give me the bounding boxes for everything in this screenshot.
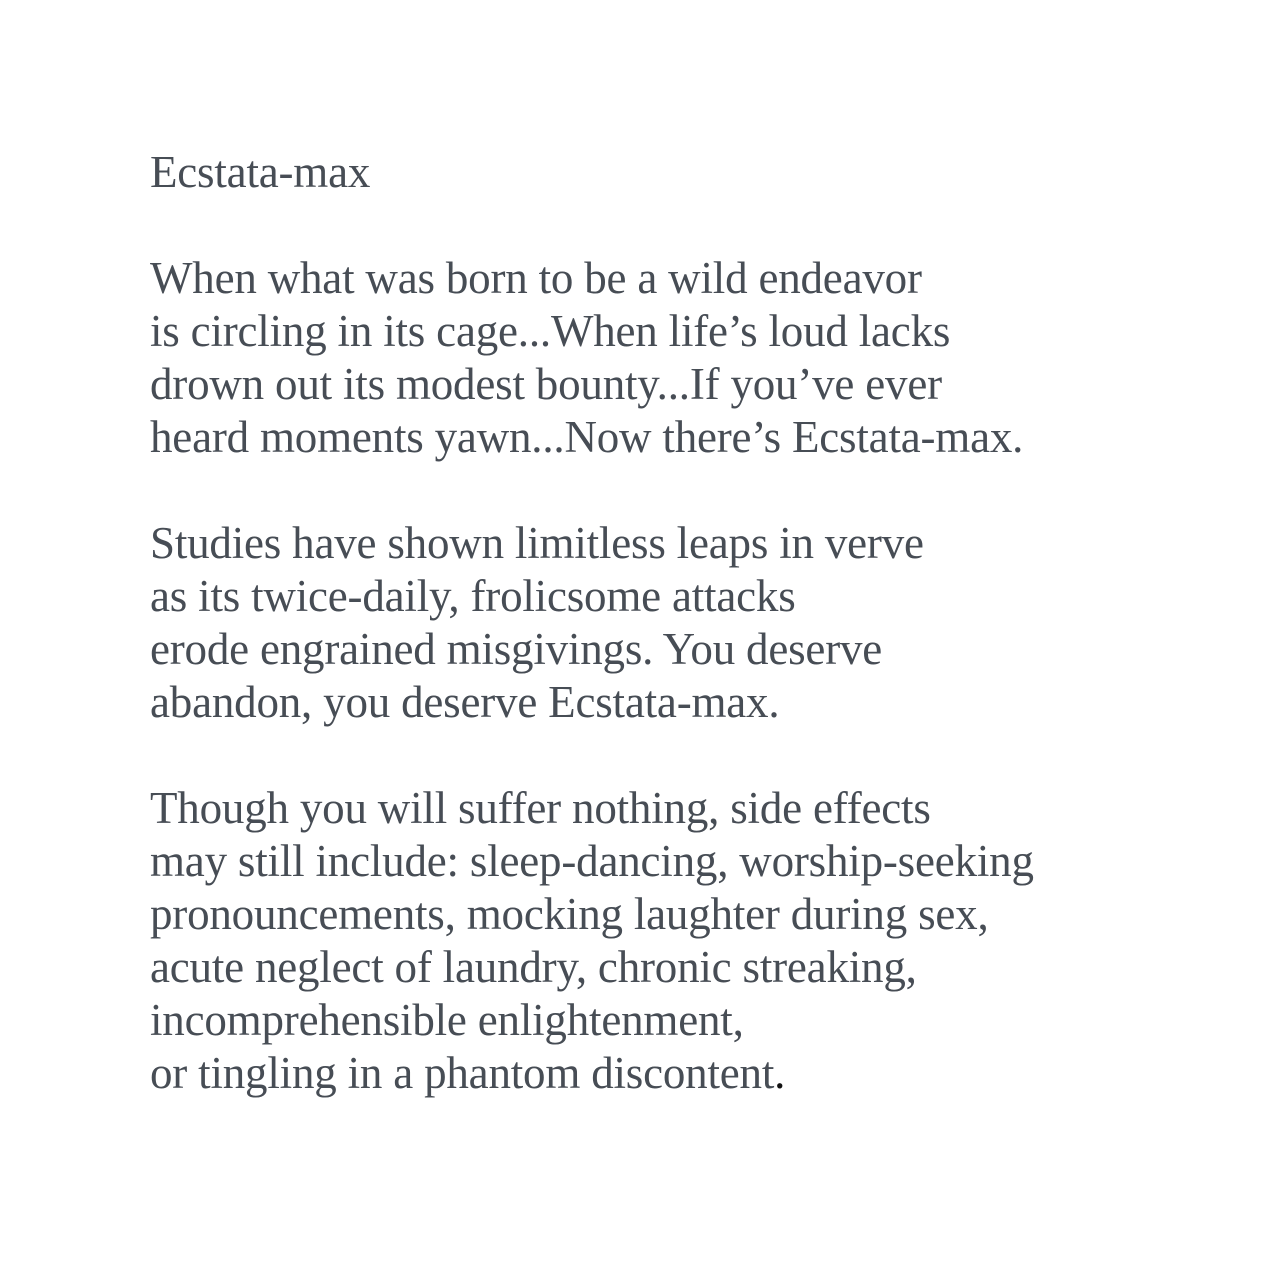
poem-line: drown out its modest bounty...If you’ve ever: [150, 359, 942, 409]
poem-line: Studies have shown limitless leaps in verve: [150, 518, 924, 568]
poem-line: Though you will suffer nothing, side effects: [150, 783, 931, 833]
stanza-2: [150, 517, 1230, 729]
poem-line-text: or tingling in a phantom discontent: [150, 1048, 775, 1098]
poem-line: When what was born to be a wild endeavor: [150, 253, 922, 303]
poem-line: heard moments yawn...Now there’s Ecstata-max.: [150, 412, 1024, 462]
poem-line: incomprehensible enlightenment,: [150, 995, 744, 1045]
poem-line: abandon, you deserve Ecstata-max.: [150, 677, 780, 727]
poem: [150, 146, 1230, 1153]
poem-title: Ecstata-max: [150, 147, 371, 197]
poem-line: erode engrained misgivings. You deserve: [150, 624, 883, 674]
poem-line: may still include: sleep-dancing, worship-seeking: [150, 836, 1034, 886]
final-period: .: [774, 1048, 786, 1098]
poem-line: is circling in its cage...When life’s loud lacks: [150, 306, 951, 356]
poem-line: as its twice-daily, frolicsome attacks: [150, 571, 796, 621]
poem-last-line: [150, 1047, 1230, 1100]
stanza-1: [150, 252, 1230, 464]
poem-line: acute neglect of laundry, chronic streaking,: [150, 942, 917, 992]
stanza-3: [150, 782, 1230, 1100]
poem-line: pronouncements, mocking laughter during sex,: [150, 889, 989, 939]
